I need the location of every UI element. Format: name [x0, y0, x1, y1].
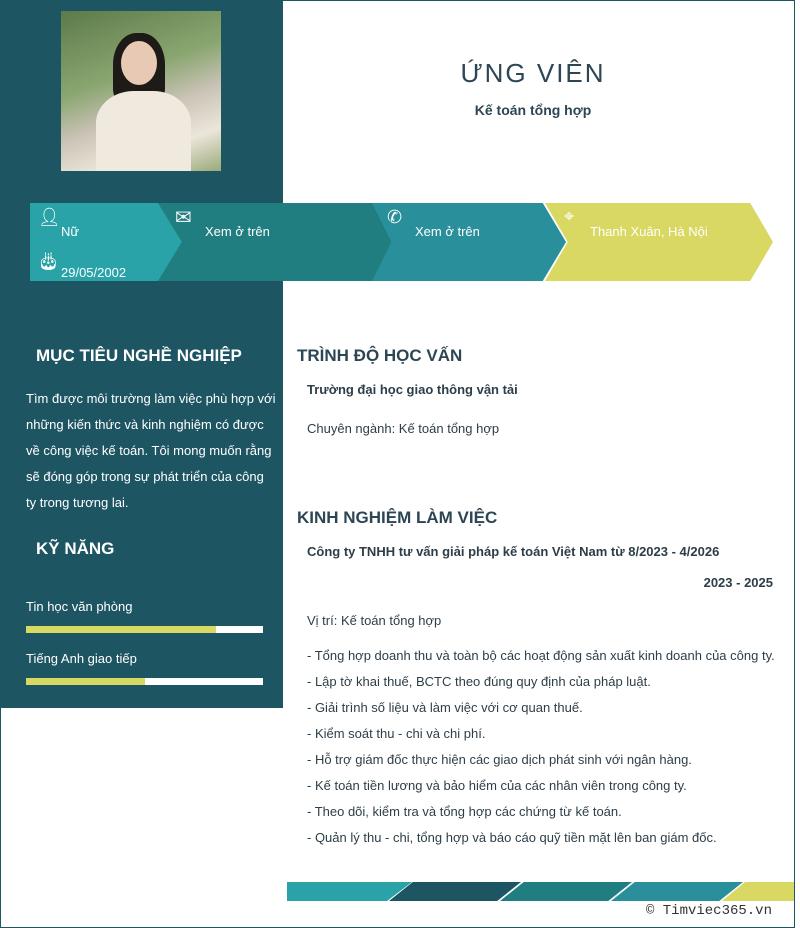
- skill-name: Tiếng Anh giao tiếp: [26, 651, 137, 666]
- skill-bar-fill: [26, 626, 216, 633]
- gender: Nữ: [61, 224, 80, 239]
- objective-line: về công việc kế toán. Tôi mong muốn rằng: [26, 443, 272, 458]
- location-pin-icon: ⌖: [564, 206, 575, 226]
- candidate-role: Kế toán tổng hợp: [474, 102, 592, 118]
- phone: Xem ở trên: [415, 224, 480, 239]
- duty-item: - Kiểm soát thu - chi và chi phí.: [307, 726, 486, 741]
- duty-item: - Hỗ trợ giám đốc thực hiện các giao dịch phát sinh với ngân hàng.: [307, 752, 692, 767]
- birthday: 29/05/2002: [61, 265, 127, 280]
- skill-bar: [26, 678, 263, 685]
- phone-icon: ✆: [387, 207, 403, 227]
- envelope-icon: ✉: [175, 207, 192, 229]
- duties-list: [307, 643, 775, 851]
- objective-text: [26, 386, 276, 516]
- objective-line: những kiến thức và kinh nghiệm có được: [26, 417, 264, 432]
- candidate-name: ỨNG VIÊN: [460, 58, 606, 88]
- period: 2023 - 2025: [703, 575, 773, 590]
- duty-item: - Quản lý thu - chi, tổng hợp và báo cáo quỹ tiền mặt lên ban giám đốc.: [307, 830, 717, 845]
- objective-title: MỤC TIÊU NGHỀ NGHIỆP: [36, 346, 242, 365]
- company: Công ty TNHH tư vấn giải pháp kế toán Việt Nam từ 8/2023 - 4/2026: [307, 544, 720, 559]
- sidebar: [0, 0, 283, 708]
- email: Xem ở trên: [205, 224, 270, 239]
- duty-item: - Lập tờ khai thuế, BCTC theo đúng quy định của pháp luật.: [307, 674, 651, 689]
- experience-title: KINH NGHIỆM LÀM VIỆC: [297, 508, 498, 527]
- contact-segment-address: [545, 203, 773, 281]
- objective-line: Tìm được môi trường làm việc phù hợp với: [26, 391, 276, 406]
- duty-item: - Tổng hợp doanh thu và toàn bộ các hoạt động sản xuất kinh doanh của công ty.: [307, 648, 775, 663]
- major: Chuyên ngành: Kế toán tổng hợp: [307, 421, 500, 436]
- address: Thanh Xuân, Hà Nội: [590, 224, 708, 239]
- duty-item: - Theo dõi, kiểm tra và tổng hợp các chứng từ kế toán.: [307, 804, 622, 819]
- user-icon: 👤︎: [38, 207, 61, 227]
- skill-name: Tin học văn phòng: [26, 599, 133, 614]
- footer-copyright: © Timviec365.vn: [645, 903, 772, 919]
- contact-segment-email: [158, 203, 396, 281]
- avatar-photo: [61, 11, 221, 171]
- duty-item: - Giải trình số liệu và làm việc với cơ quan thuế.: [307, 700, 583, 715]
- birthday-cake-icon: 🎂︎: [37, 251, 60, 271]
- objective-line: sẽ đóng góp trong sự phát triển của công: [26, 469, 264, 484]
- education-title: TRÌNH ĐỘ HỌC VẤN: [297, 346, 463, 365]
- skills-title: KỸ NĂNG: [36, 539, 115, 558]
- position: Vị trí: Kế toán tổng hợp: [307, 613, 442, 628]
- duty-item: - Kế toán tiền lương và bảo hiểm của các nhân viên trong công ty.: [307, 778, 687, 793]
- skill-bar: [26, 626, 263, 633]
- skill-bar-fill: [26, 678, 145, 685]
- objective-line: ty trong tương lai.: [26, 495, 129, 510]
- school: Trường đại học giao thông vận tải: [307, 382, 518, 397]
